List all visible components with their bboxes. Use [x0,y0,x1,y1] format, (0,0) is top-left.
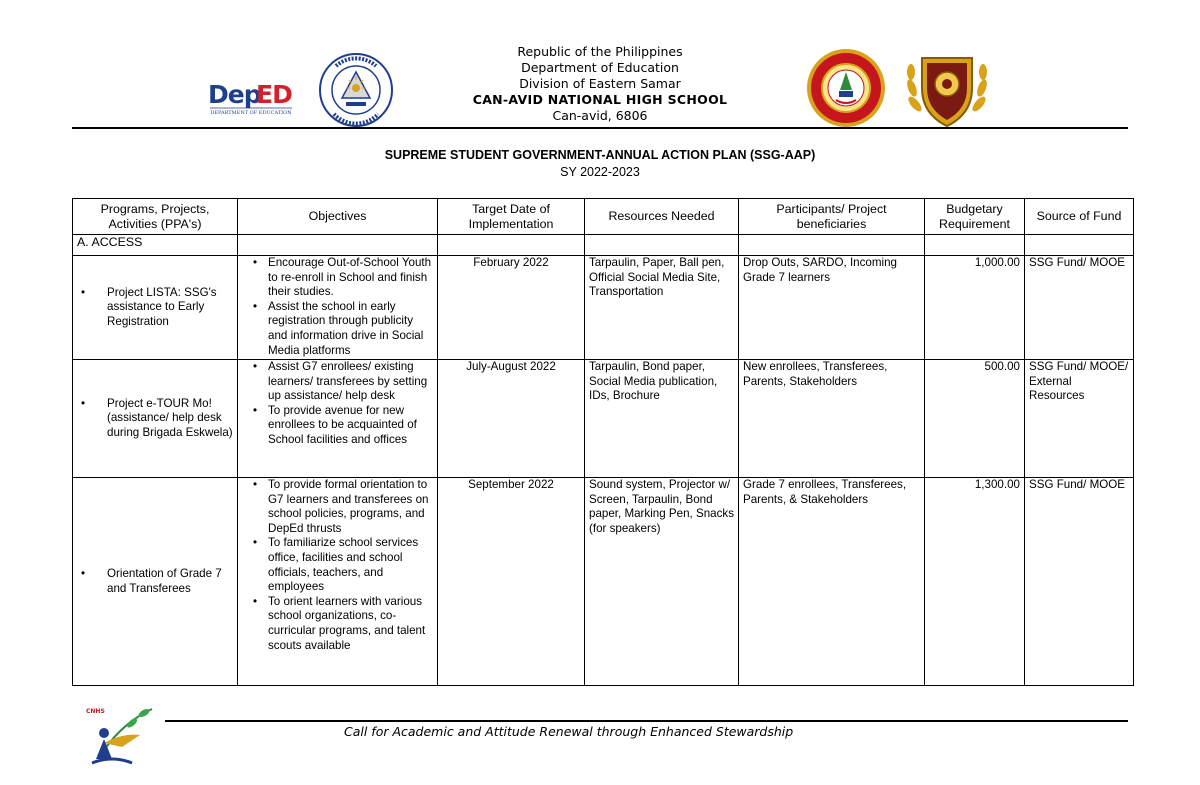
ppa-name: Project e-TOUR Mo! (assistance/ help desk during Brigada Eskwela) [107,396,233,439]
action-plan-table [72,198,1134,686]
col-header-ppa: Programs, Projects, Activities (PPA's) [73,199,238,235]
objective-item: • To provide avenue for new enrollees to be acquainted of School facilities and offices [242,404,433,448]
header-address: Can-avid, 6806 [552,108,648,123]
col-header-resources: Resources Needed [585,199,739,235]
header-department: Department of Education [521,60,679,75]
deped-logo-sub: DEPARTMENT OF EDUCATION [210,110,292,116]
table-row [73,256,1134,360]
bullet-icon: • [81,396,86,410]
fund-source: SSG Fund/ MOOE [1025,256,1134,360]
resources: Tarpaulin, Bond paper, Social Media publication, IDs, Brochure [585,360,739,478]
bullet-icon: • [252,299,258,313]
participants: Grade 7 enrollees, Transferees, Parents, & Stakeholders [739,478,925,686]
bullet-icon: • [252,256,258,269]
svg-text:CNHS: CNHS [86,708,105,715]
division-seal-icon [318,52,394,128]
header-division: Division of Eastern Samar [519,76,681,91]
resources: Sound system, Projector w/ Screen, Tarpaulin, Bond paper, Marking Pen, Snacks (for speakers) [585,478,739,686]
ppa-name: Project LISTA: SSG's assistance to Early Registration [107,285,217,328]
col-header-fund: Source of Fund [1025,199,1134,235]
bullet-icon: • [252,403,258,417]
col-header-objectives: Objectives [238,199,438,235]
header-rule [72,127,1128,129]
school-year: SY 2022-2023 [560,165,640,179]
budget: 1,300.00 [925,478,1025,686]
bullet-icon: • [252,594,258,608]
bullet-icon: • [252,478,258,491]
header-school-name: CAN-AVID NATIONAL HIGH SCHOOL [472,92,728,107]
col-header-participants: Participants/ Project beneficiaries [739,199,925,235]
table-header-row [73,199,1134,235]
ppa-name: Orientation of Grade 7 and Transferees [107,566,222,595]
bullet-icon: • [81,566,86,580]
budget: 500.00 [925,360,1025,478]
table-row [73,478,1134,686]
table-row [73,360,1134,478]
section-row [73,235,1134,256]
footer-rule [165,720,1128,722]
resources: Tarpaulin, Paper, Ball pen, Official Social Media Site, Transportation [585,256,739,360]
participants: New enrollees, Transferees, Parents, Stakeholders [739,360,925,478]
objective-item: • To provide formal orientation to G7 learners and transferees on school policies, programs, and DepEd thrusts [242,478,433,536]
letterhead [430,44,770,124]
target-date: September 2022 [438,478,585,686]
footer-logo-icon [82,703,158,767]
footer-tagline: Call for Academic and Attitude Renewal through Enhanced Stewardship [344,724,794,739]
ssg-shield-icon [902,48,992,130]
school-seal-icon [806,48,886,128]
col-header-budget: Budgetary Requirement [925,199,1025,235]
section-label: A. ACCESS [73,235,238,256]
objective-item: • Encourage Out-of-School Youth to re-enroll in School and finish their studies. [242,256,433,300]
header-republic: Republic of the Philippines [517,44,683,59]
objective-item: • Assist G7 enrollees/ existing learners/ transferees by setting up assistance/ help desk [242,360,433,404]
fund-source: SSG Fund/ MOOE [1025,478,1134,686]
fund-source: SSG Fund/ MOOE/ External Resources [1025,360,1134,478]
bullet-icon: • [252,360,258,373]
document-title: SUPREME STUDENT GOVERNMENT-ANNUAL ACTION PLAN (SSG-AAP) [384,148,816,162]
target-date: February 2022 [438,256,585,360]
budget: 1,000.00 [925,256,1025,360]
objective-item: • Assist the school in early registration through publicity and information drive in Social Media platforms [242,300,433,358]
svg-text:ED: ED [256,80,292,109]
participants: Drop Outs, SARDO, Incoming Grade 7 learners [739,256,925,360]
col-header-target-date: Target Date of Implementation [438,199,585,235]
objective-item: • To orient learners with various school organizations, co-curricular programs, and talent scouts available [242,595,433,653]
target-date: July-August 2022 [438,360,585,478]
bullet-icon: • [81,285,86,299]
objective-item: • To familiarize school services office, facilities and school officials, teachers, and employees [242,536,433,594]
svg-text:Dep: Dep [208,80,261,109]
bullet-icon: • [252,536,258,550]
